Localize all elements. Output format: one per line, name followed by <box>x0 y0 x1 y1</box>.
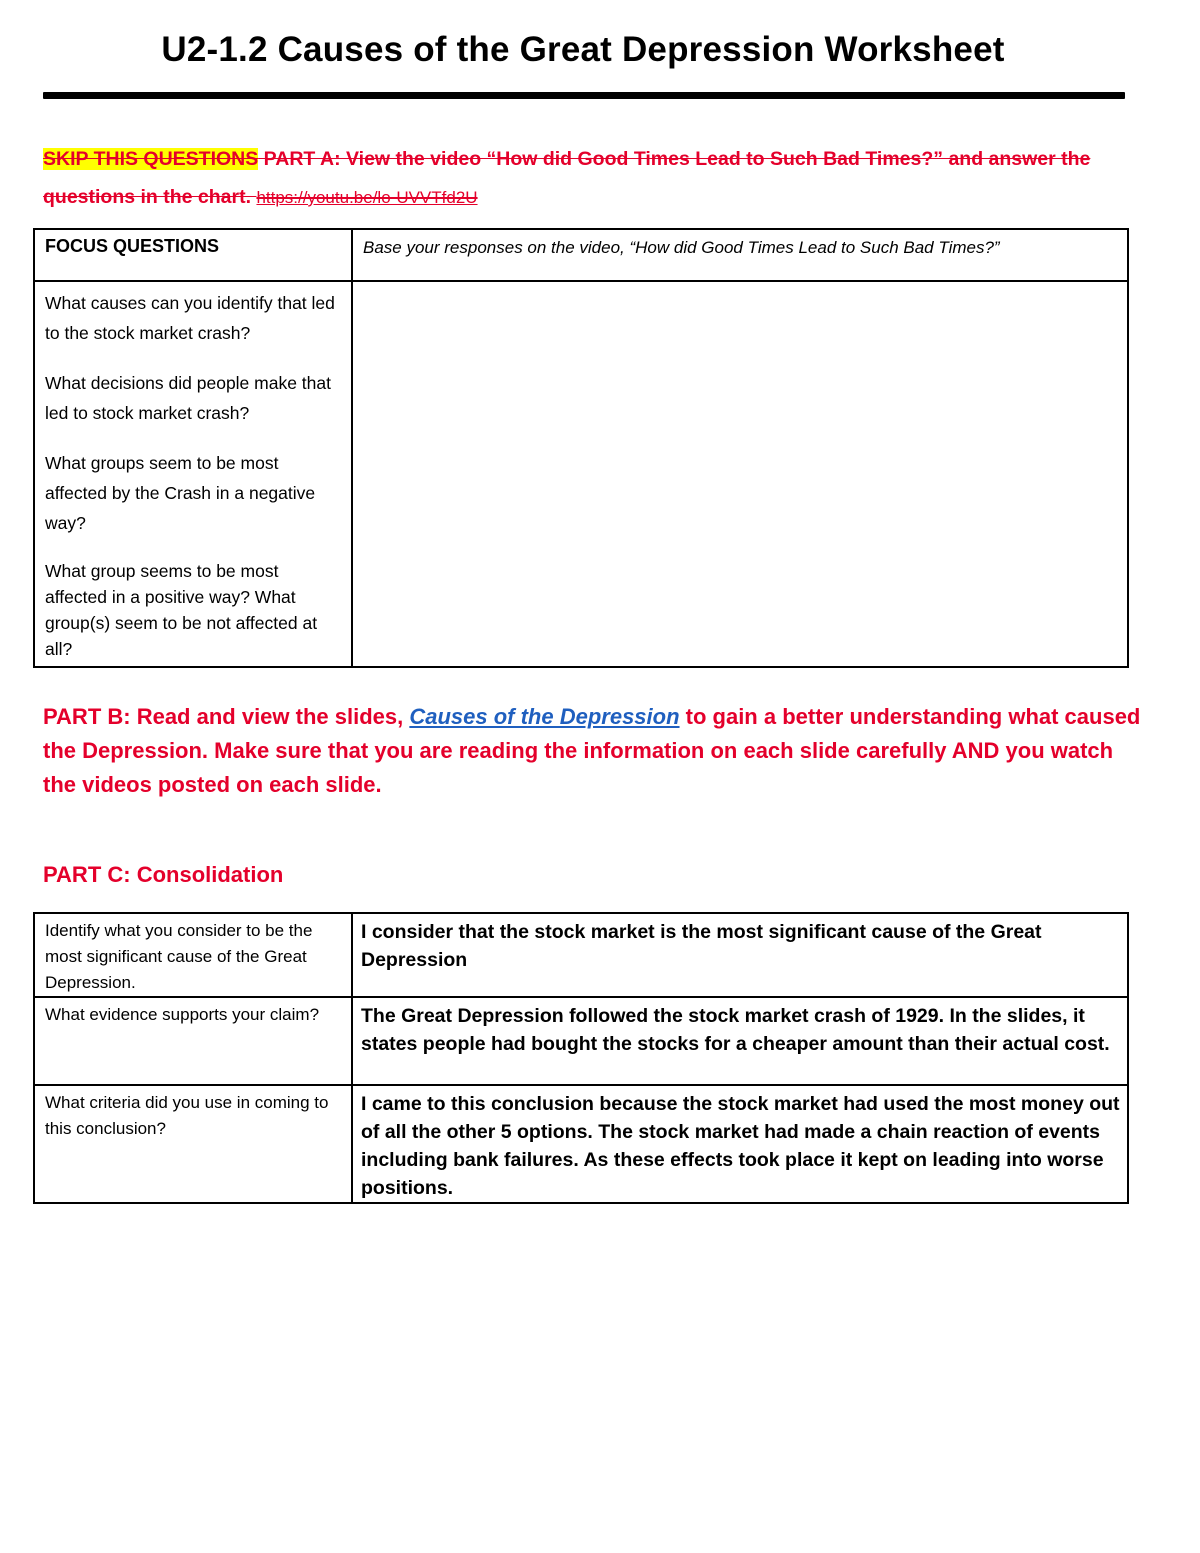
consolidation-answer[interactable]: The Great Depression followed the stock market crash of 1929. In the slides, it states people had bought the stocks for a cheaper amount than their actual cost. <box>352 997 1128 1085</box>
table-row <box>34 281 1128 667</box>
part-c-heading: PART C: Consolidation <box>43 862 284 887</box>
title-divider <box>43 92 1125 99</box>
slides-link[interactable]: Causes of the Depression <box>409 704 680 729</box>
question-4: What group seems to be most affected in a positive way? What group(s) seem to be not affected at all? <box>45 561 318 659</box>
part-a-text: PART A: View the video “How did Good Times Lead to Such Bad Times?” and answer the questions in the chart. <box>43 148 1091 208</box>
question-3: What groups seem to be most affected by the Crash in a negative way? <box>45 453 316 533</box>
consolidation-answer[interactable]: I came to this conclusion because the stock market had used the most money out of all the other 5 options. The stock market had made a chain reaction of events including bank failures. As these effects took place it kept on leading into worse positions. <box>352 1085 1128 1203</box>
table-row <box>34 997 1128 1085</box>
consolidation-answer[interactable]: I consider that the stock market is the most significant cause of the Great Depression <box>352 913 1128 997</box>
table-header-row <box>34 229 1128 281</box>
page-title: U2-1.2 Causes of the Great Depression Worksheet <box>161 30 1005 69</box>
video-link[interactable]: https://youtu.be/lo-UVVTfd2U <box>256 188 478 207</box>
consolidation-question: Identify what you consider to be the most significant cause of the Great Depression. <box>34 913 352 997</box>
skip-notice: SKIP THIS QUESTIONS <box>43 148 259 170</box>
table-row <box>34 1085 1128 1203</box>
questions-cell <box>34 281 352 667</box>
responses-header: Base your responses on the video, “How did Good Times Lead to Such Bad Times?” <box>352 229 1128 281</box>
focus-questions-table <box>33 228 1129 668</box>
part-a-instructions <box>43 140 1133 217</box>
part-b-suffix: to gain a better understanding what caused the Depression. Make sure that you are reading the information on each slide carefully AND you watch the videos posted on each slide. <box>43 704 1141 797</box>
focus-questions-header: FOCUS QUESTIONS <box>34 229 352 281</box>
consolidation-question: What criteria did you use in coming to this conclusion? <box>34 1085 352 1203</box>
part-b-prefix: PART B: Read and view the slides, <box>43 704 410 729</box>
consolidation-table <box>33 912 1129 1204</box>
question-1: What causes can you identify that led to the stock market crash? <box>45 293 335 343</box>
table-row <box>34 913 1128 997</box>
question-2: What decisions did people make that led to stock market crash? <box>45 373 331 423</box>
part-b-instructions <box>43 700 1143 802</box>
consolidation-question: What evidence supports your claim? <box>34 997 352 1085</box>
answer-cell[interactable] <box>352 281 1128 667</box>
